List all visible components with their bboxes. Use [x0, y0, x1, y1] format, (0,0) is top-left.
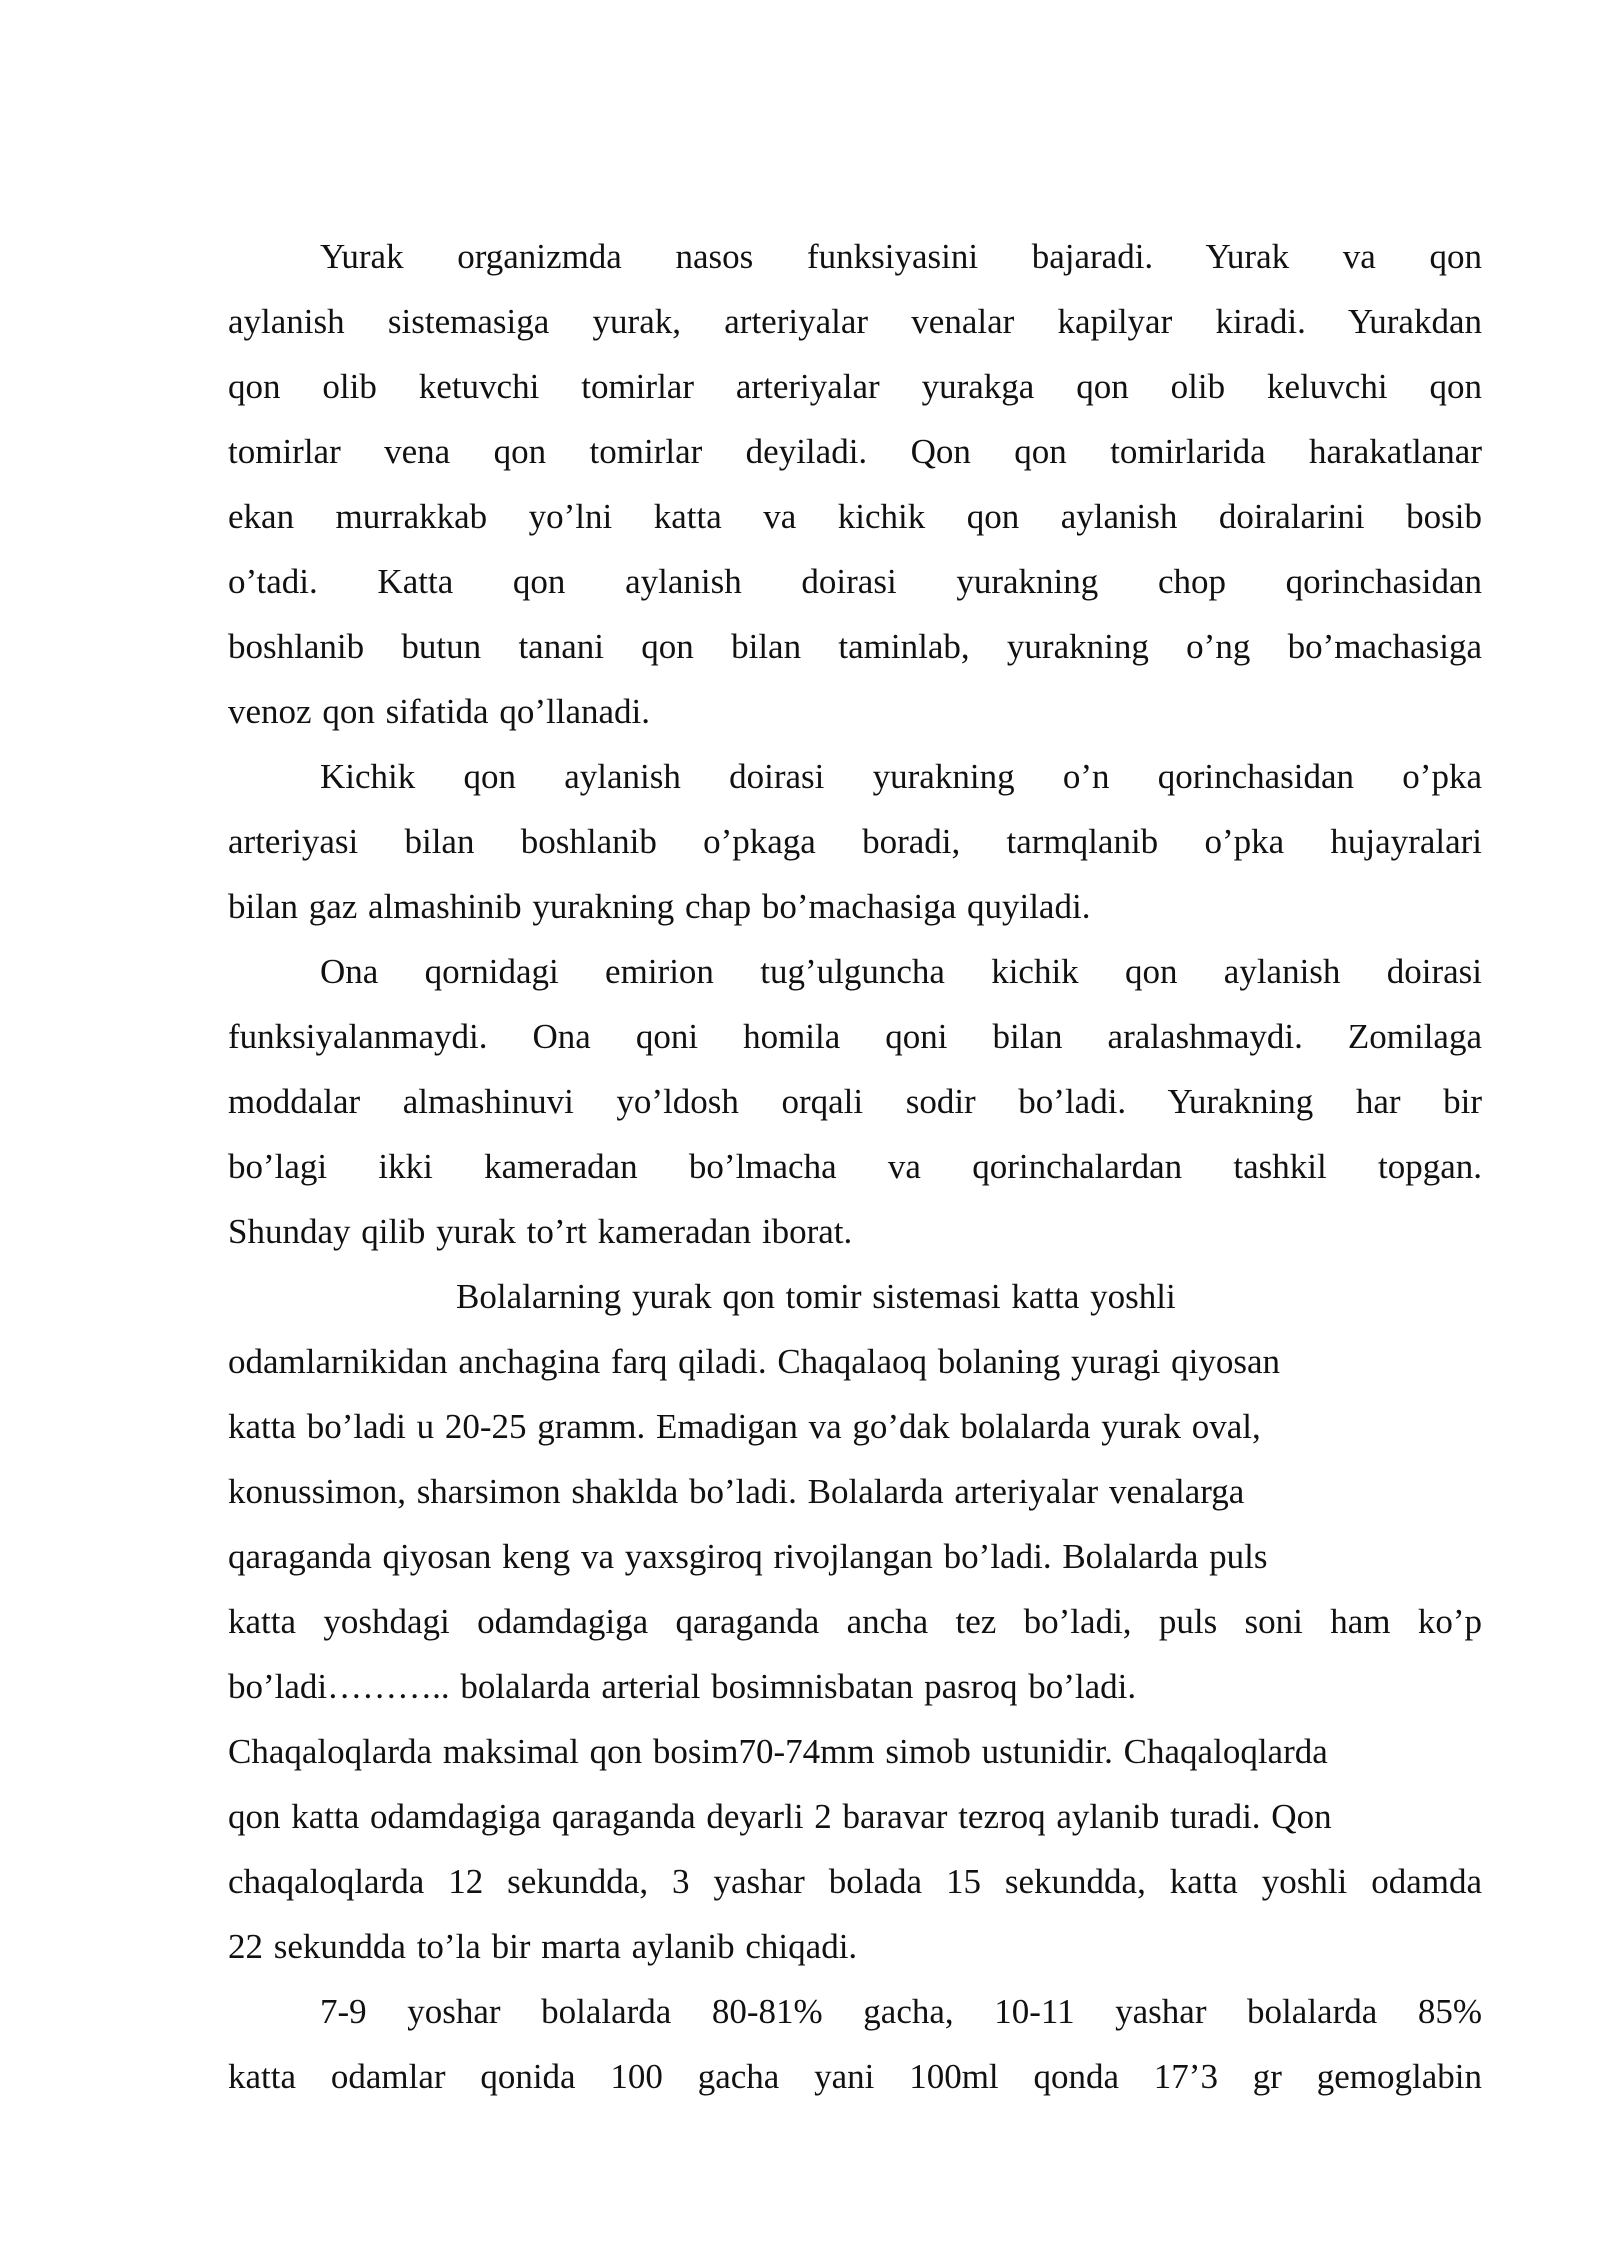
text-line: 22 sekundda to’la bir marta aylanib chiqadi. — [228, 1927, 858, 1966]
text-line: aylanish sistemasiga yurak, arteriyalar venalar kapilyar kiradi. Yurakdan — [228, 302, 1482, 341]
text-line: Yurak organizmda nasos funksiyasini bajaradi. Yurak va qon — [320, 237, 1482, 276]
text-line: katta yoshdagi odamdagiga qaraganda ancha tez bo’ladi, puls soni ham ko’p — [228, 1602, 1482, 1641]
text-line: qon olib ketuvchi tomirlar arteriyalar yurakga qon olib keluvchi qon — [228, 367, 1482, 406]
text-line: Chaqaloqlarda maksimal qon bosim70-74mm simob ustunidir. Chaqaloqlarda — [228, 1732, 1328, 1771]
text-line: tomirlar vena qon tomirlar deyiladi. Qon qon tomirlarida harakatlanar — [228, 432, 1482, 471]
text-line: katta odamlar qonida 100 gacha yani 100ml qonda 17’3 gr gemoglabin — [228, 2057, 1482, 2096]
text-line: Shunday qilib yurak to’rt kameradan iborat. — [228, 1212, 853, 1251]
text-line: 7-9 yoshar bolalarda 80-81% gacha, 10-11 yashar bolalarda 85% — [320, 1992, 1482, 2031]
text-line: Kichik qon aylanish doirasi yurakning o’n qorinchasidan o’pka — [320, 757, 1482, 796]
text-line: bo’ladi……….. bolalarda arterial bosimnisbatan pasroq bo’ladi. — [228, 1667, 1137, 1706]
text-line: Bolalarning yurak qon tomir sistemasi katta yoshli — [456, 1277, 1176, 1316]
text-line: odamlarnikidan anchagina farq qiladi. Chaqalaoq bolaning yuragi qiyosan — [228, 1342, 1281, 1381]
text-line: bo’lagi ikki kameradan bo’lmacha va qorinchalardan tashkil topgan. — [228, 1147, 1482, 1186]
text-line: chaqaloqlarda 12 sekundda, 3 yashar bolada 15 sekundda, katta yoshli odamda — [228, 1862, 1482, 1901]
text-line: qon katta odamdagiga qaraganda deyarli 2 baravar tezroq aylanib turadi. Qon — [228, 1797, 1332, 1836]
text-line: o’tadi. Katta qon aylanish doirasi yurakning chop qorinchasidan — [228, 562, 1482, 601]
document-body — [228, 224, 1482, 2109]
text-line: arteriyasi bilan boshlanib o’pkaga boradi, tarmqlanib o’pka hujayralari — [228, 822, 1482, 861]
text-line: moddalar almashinuvi yo’ldosh orqali sodir bo’ladi. Yurakning har bir — [228, 1082, 1482, 1121]
text-line: qaraganda qiyosan keng va yaxsgiroq rivojlangan bo’ladi. Bolalarda puls — [228, 1537, 1268, 1576]
text-line: funksiyalanmaydi. Ona qoni homila qoni bilan aralashmaydi. Zomilaga — [228, 1017, 1482, 1056]
text-line: konussimon, sharsimon shaklda bo’ladi. Bolalarda arteriyalar venalarga — [228, 1472, 1245, 1511]
text-line: boshlanib butun tanani qon bilan taminlab, yurakning o’ng bo’machasiga — [228, 627, 1482, 666]
text-line: venoz qon sifatida qo’llanadi. — [228, 692, 650, 731]
text-line: ekan murrakkab yo’lni katta va kichik qon aylanish doiralarini bosib — [228, 497, 1482, 536]
text-line: Ona qornidagi emirion tug’ulguncha kichik qon aylanish doirasi — [320, 952, 1482, 991]
text-line: bilan gaz almashinib yurakning chap bo’machasiga quyiladi. — [228, 887, 1091, 926]
text-line: katta bo’ladi u 20-25 gramm. Emadigan va go’dak bolalarda yurak oval, — [228, 1407, 1261, 1446]
